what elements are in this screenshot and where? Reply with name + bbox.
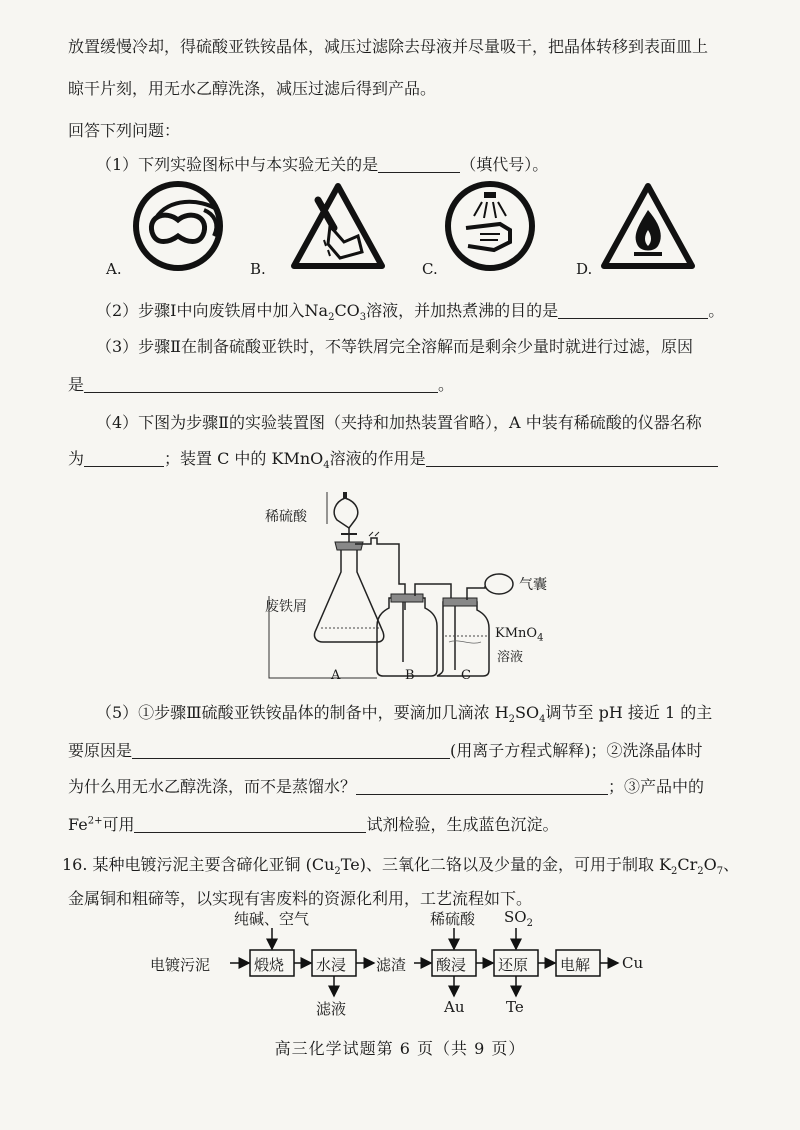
flow-box-acid-leach: 酸浸: [436, 956, 467, 974]
q16-text-c: Cr: [677, 855, 698, 874]
output-filtrate: 滤液: [316, 1000, 347, 1018]
period: 。: [438, 375, 455, 394]
formula-sub: 7: [716, 866, 724, 878]
q16-text-d: O: [703, 855, 717, 874]
label-a: A: [331, 668, 341, 683]
question-5-text-c: 调节至 pH 接近 1 的主: [545, 703, 713, 722]
question-5-suffix: (用离子方程式解释)；②洗涤晶体时: [450, 741, 703, 760]
label-iron-scraps: 废铁屑: [265, 599, 307, 615]
output-te: Te: [506, 998, 524, 1016]
intro-line-2: 晾干片刻，用无水乙醇洗涤，减压过滤后得到产品。: [68, 79, 437, 98]
hot-surface-icon: [288, 180, 388, 276]
fe-ion: Fe: [68, 815, 88, 834]
so2-text: SO: [504, 908, 527, 926]
label-dilute-acid: 稀硫酸: [265, 509, 307, 525]
question-3-prefix: 是: [68, 375, 85, 394]
formula-sub: 3: [359, 312, 367, 324]
formula-sub: 2: [670, 866, 678, 878]
formula-na: Na: [304, 301, 329, 320]
formula-sub: 4: [539, 714, 546, 726]
page-footer: 高三化学试题第 6 页（共 9 页）: [274, 1039, 526, 1058]
flow-end-cu: Cu: [622, 954, 644, 972]
answer-blank-5a[interactable]: [132, 744, 450, 759]
question-5-end: 试剂检验，生成蓝色沉淀。: [366, 815, 559, 834]
option-a-label: A.: [106, 260, 122, 278]
answer-blank-1[interactable]: [378, 158, 460, 173]
option-b-label: B.: [250, 260, 266, 278]
flow-start: 电镀污泥: [150, 956, 211, 974]
question-5-product: ；③产品中的: [608, 777, 705, 796]
option-d-label: D.: [576, 260, 593, 278]
label-kmno4: [495, 626, 543, 644]
input-so2: [504, 908, 533, 929]
process-flowchart: [150, 908, 670, 1022]
q16-text-a: 16. 某种电镀污泥主要含碲化亚铜 (Cu: [62, 855, 335, 874]
question-5-line-1: [96, 700, 712, 725]
flow-box-reduce: 还原: [498, 956, 529, 974]
question-3-line-2: [68, 372, 454, 395]
formula-sub: 2: [334, 866, 341, 878]
question-4-line-2: [68, 446, 718, 471]
na2co3-formula: [304, 301, 367, 324]
charge-sup: 2+: [87, 815, 103, 827]
question-16-line-2: 金属铜和粗碲等，以实现有害废料的资源化利用，工艺流程如下。: [68, 889, 533, 908]
question-16-line-1: [62, 852, 739, 877]
q16-text-b: Te)、三氧化二铬以及少量的金，可用于制取 K: [340, 855, 671, 874]
question-2: [96, 298, 724, 323]
question-1-text: （1）下列实验图标中与本实验无关的是: [96, 155, 379, 174]
question-4-line-1: （4）下图为步骤Ⅱ的实验装置图（夹持和加热装置省略），A 中装有稀硫酸的仪器名称: [96, 413, 702, 432]
intro-line-1: 放置缓慢冷却，得硫酸亚铁铵晶体，减压过滤除去母液并尽量吸干，把晶体转移到表面皿上: [68, 37, 709, 56]
q16-text-e: 、: [723, 855, 740, 874]
lab-icons: [100, 180, 740, 280]
input-dilute-acid: 稀硫酸: [430, 910, 476, 928]
output-au: Au: [444, 998, 465, 1016]
question-5-ethanol: 为什么用无水乙醇洗涤，而不是蒸馏水？: [68, 777, 357, 796]
question-5-prefix: 要原因是: [68, 741, 133, 760]
apparatus-diagram: [265, 492, 555, 686]
answer-blank-4a[interactable]: [84, 452, 164, 467]
formula-sub: 2: [526, 918, 533, 929]
question-5-text-b: SO: [515, 703, 540, 722]
flow-residue: 滤渣: [376, 956, 407, 974]
question-5-line-2: [68, 738, 703, 761]
label-b: B: [405, 668, 415, 683]
question-1-suffix: （填代号）。: [460, 155, 549, 174]
input-soda-air: 纯碱、空气: [234, 910, 310, 928]
question-5-text-a: （5）①步骤Ⅲ硫酸亚铁铵晶体的制备中，要滴加几滴浓 H: [96, 703, 509, 722]
question-4-mid: ；装置 C 中的 KMnO: [164, 449, 324, 468]
question-2-suffix: 溶液，并加热煮沸的目的是: [366, 301, 559, 320]
label-solution: 溶液: [497, 650, 524, 665]
answer-blank-5c[interactable]: [134, 818, 366, 833]
question-4-prefix: 为: [68, 449, 85, 468]
question-2-prefix: （2）步骤Ⅰ中向废铁屑中加入: [96, 301, 305, 320]
formula-sub: 4: [537, 632, 544, 644]
wash-hands-icon: [440, 180, 540, 276]
answer-blank-3[interactable]: [84, 378, 438, 393]
flow-box-electrolysis: 电解: [560, 956, 591, 974]
question-5-mid: 可用: [102, 815, 135, 834]
option-c-label: C.: [422, 260, 438, 278]
formula-co: CO: [334, 301, 360, 320]
question-3-line-1: （3）步骤Ⅱ在制备硫酸亚铁时，不等铁屑完全溶解而是剩余少量时就进行过滤，原因: [96, 337, 694, 356]
flow-box-calcine: 煅烧: [254, 956, 285, 974]
formula-sub: 2: [508, 714, 516, 726]
question-5-line-4: [68, 812, 558, 835]
label-c: C: [461, 668, 471, 683]
formula-sub: 2: [697, 866, 704, 878]
flow-box-water-leach: 水浸: [316, 956, 347, 974]
question-1: [96, 152, 548, 175]
period: 。: [708, 301, 725, 320]
kmno4-text: KMnO: [495, 626, 538, 641]
intro-line-3: 回答下列问题：: [68, 121, 181, 140]
label-gas-bag: 气囊: [519, 577, 547, 593]
question-4-suffix: 溶液的作用是: [329, 449, 426, 468]
answer-blank-5b[interactable]: [356, 780, 608, 795]
open-flame-icon: [598, 180, 698, 276]
formula-sub: 4: [323, 460, 330, 472]
formula-sub: 2: [328, 312, 335, 324]
answer-blank-4b[interactable]: [426, 452, 718, 467]
question-5-line-3: [68, 774, 704, 797]
answer-blank-2[interactable]: [558, 304, 708, 319]
goggles-icon: [128, 180, 228, 276]
